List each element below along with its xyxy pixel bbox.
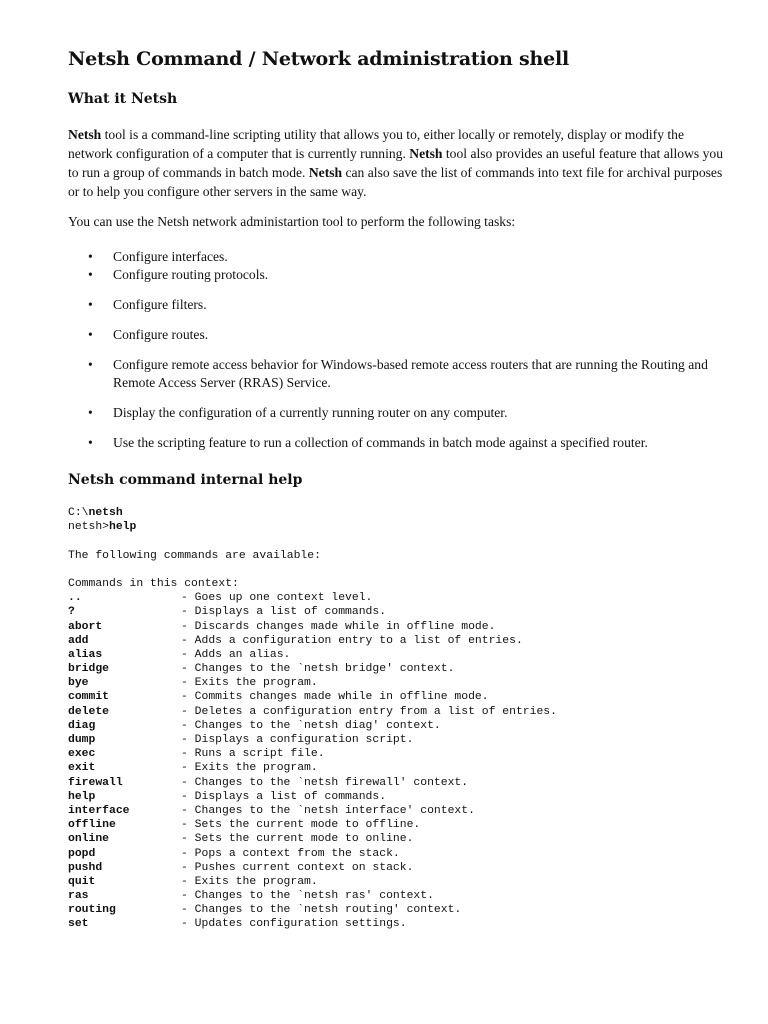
command-name: pushd <box>68 861 103 874</box>
task-list-item <box>68 248 728 266</box>
context-line: Commands in this context: <box>68 577 239 590</box>
command-row <box>68 648 557 662</box>
task-list-item <box>68 356 728 392</box>
command-description: - Sets the current mode to online. <box>181 833 414 846</box>
command-row <box>68 832 557 846</box>
command-description: - Updates configuration settings. <box>181 918 407 931</box>
command-name: set <box>68 918 89 931</box>
prompt-line-2 <box>68 520 557 534</box>
prompt-prefix: C:\ <box>68 507 89 519</box>
command-description: - Changes to the `netsh ras' context. <box>181 890 434 903</box>
command-row <box>68 875 557 889</box>
command-row <box>68 620 557 634</box>
prompt-line-1 <box>68 506 557 520</box>
tasks-list <box>68 248 728 452</box>
task-list-item <box>68 326 728 344</box>
command-description: - Displays a list of commands. <box>181 606 387 619</box>
task-list-item <box>68 404 728 422</box>
command-row <box>68 733 557 747</box>
command-description: - Adds an alias. <box>181 648 291 661</box>
blank-line <box>68 534 557 548</box>
task-text: Configure filters. <box>113 297 207 312</box>
command-name: interface <box>68 804 130 817</box>
command-description: - Adds a configuration entry to a list of entries. <box>181 634 523 647</box>
page-title: Netsh Command / Network administration shell <box>68 48 570 70</box>
command-list <box>68 591 557 932</box>
command-row <box>68 847 557 861</box>
paragraph-text: can also save the list of commands into text file for archival purposes or to help you configure other servers in the same way. <box>68 165 723 199</box>
command-row <box>68 690 557 704</box>
bullet-icon: • <box>88 435 93 450</box>
command-name: dump <box>68 734 96 746</box>
bullet-icon: • <box>88 267 93 282</box>
command-description: - Changes to the `netsh bridge' context. <box>181 663 455 676</box>
command-row <box>68 761 557 775</box>
task-list-item <box>68 296 728 314</box>
command-name: offline <box>68 819 116 832</box>
command-name: ? <box>68 606 75 619</box>
command-description: - Discards changes made while in offline mode. <box>181 620 496 633</box>
command-name: abort <box>68 620 103 633</box>
command-row <box>68 818 557 832</box>
command-name: alias <box>68 648 103 661</box>
command-name: exec <box>68 748 96 761</box>
command-row <box>68 917 557 931</box>
task-text: Display the configuration of a currently running router on any computer. <box>113 405 508 420</box>
prompt-command: netsh <box>88 507 123 519</box>
command-name: exit <box>68 762 96 775</box>
command-description: - Exits the program. <box>181 762 318 775</box>
command-name: routing <box>68 904 116 917</box>
command-name: popd <box>68 847 96 860</box>
command-name: quit <box>68 875 96 888</box>
help-output-block <box>68 506 557 932</box>
prompt-command: help <box>109 521 137 534</box>
command-description: - Exits the program. <box>181 875 318 888</box>
command-name: firewall <box>68 776 123 789</box>
command-description: - Changes to the `netsh interface' context. <box>181 804 475 817</box>
command-description: - Exits the program. <box>181 677 318 690</box>
command-name: ras <box>68 890 89 903</box>
command-description: - Changes to the `netsh firewall' context. <box>181 776 469 789</box>
command-row <box>68 719 557 733</box>
command-name: bye <box>68 677 89 690</box>
command-description: - Goes up one context level. <box>181 592 373 605</box>
command-description: - Displays a list of commands. <box>181 790 387 803</box>
bold-term-netsh: Netsh <box>68 127 102 142</box>
prompt-prefix: netsh> <box>68 521 110 534</box>
command-row <box>68 634 557 648</box>
bullet-icon: • <box>88 405 93 420</box>
task-list-item <box>68 434 728 452</box>
command-row <box>68 889 557 903</box>
command-row <box>68 861 557 875</box>
available-commands-line: The following commands are available: <box>68 549 321 562</box>
command-row <box>68 903 557 917</box>
paragraph-text: tool is a command-line scripting utility that allows you to, either locally or remotely, display or modify the network configuration of a computer that is currently running. <box>68 127 685 161</box>
command-row <box>68 591 557 605</box>
command-row <box>68 747 557 761</box>
task-text: Configure routing protocols. <box>113 267 269 282</box>
command-description: - Displays a configuration script. <box>181 734 414 746</box>
command-row <box>68 705 557 719</box>
command-name: bridge <box>68 663 110 676</box>
paragraph-text: tool also provides an useful feature that allows you to run a group of commands in batch mode. <box>68 146 723 180</box>
bullet-icon: • <box>88 297 93 312</box>
command-row <box>68 676 557 690</box>
command-name: .. <box>68 592 82 605</box>
bold-term-netsh: Netsh <box>308 165 343 180</box>
task-list-item <box>68 266 728 284</box>
task-text: Configure routes. <box>113 327 209 342</box>
command-row <box>68 804 557 818</box>
task-text: Configure interfaces. <box>113 249 228 264</box>
command-name: help <box>68 790 96 803</box>
command-row <box>68 605 557 619</box>
command-description: - Runs a script file. <box>181 748 325 761</box>
command-name: commit <box>68 691 110 704</box>
blank-line <box>68 563 557 577</box>
command-name: online <box>68 833 110 846</box>
bullet-icon: • <box>88 327 93 342</box>
command-name: add <box>68 634 89 647</box>
bullet-icon: • <box>88 357 93 372</box>
bullet-icon: • <box>88 249 93 264</box>
command-description: - Deletes a configuration entry from a list of entries. <box>181 705 557 718</box>
command-description: - Pops a context from the stack. <box>181 847 400 860</box>
command-row <box>68 776 557 790</box>
task-text: Configure remote access behavior for Windows-based remote access routers that are running the Routing and Remote Access Server (RRAS) Service. <box>113 357 708 390</box>
command-description: - Changes to the `netsh routing' context. <box>181 904 462 917</box>
tasks-intro-paragraph: You can use the Netsh network administartion tool to perform the following tasks: <box>68 214 516 229</box>
task-text: Use the scripting feature to run a collection of commands in batch mode against a specified router. <box>113 435 648 450</box>
command-row <box>68 790 557 804</box>
intro-paragraph <box>68 125 728 201</box>
command-name: delete <box>68 705 110 718</box>
command-row <box>68 662 557 676</box>
command-description: - Sets the current mode to offline. <box>181 819 421 832</box>
bold-term-netsh: Netsh <box>409 146 443 161</box>
command-description: - Pushes current context on stack. <box>181 861 414 874</box>
command-description: - Commits changes made while in offline mode. <box>181 691 489 704</box>
command-name: diag <box>68 719 96 732</box>
section-heading-what-is-netsh: What it Netsh <box>68 91 178 107</box>
command-description: - Changes to the `netsh diag' context. <box>181 719 441 732</box>
section-heading-internal-help: Netsh command internal help <box>68 472 303 488</box>
